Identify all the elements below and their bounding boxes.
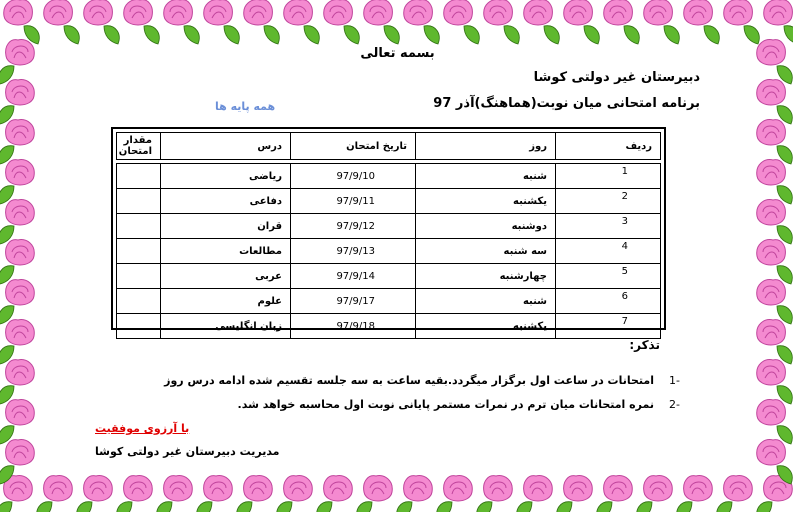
- subject-cell: مطالعات: [161, 239, 291, 264]
- exam-amount-cell: [117, 189, 161, 214]
- table-row: [117, 214, 661, 239]
- exam-amount-cell: [117, 214, 161, 239]
- exam-amount-cell: [117, 264, 161, 289]
- rose-icon: [724, 0, 759, 44]
- day-cell: یکشنبه: [416, 189, 556, 214]
- exam-date-cell: 97/9/14: [291, 264, 416, 289]
- exam-date-cell: 97/9/13: [291, 239, 416, 264]
- subject-cell: زبان انگلیسی: [161, 314, 291, 339]
- rose-icon: [757, 320, 792, 364]
- exam-date-cell: 97/9/12: [291, 214, 416, 239]
- exam-date-cell: 97/9/17: [291, 289, 416, 314]
- rose-icon: [684, 0, 719, 44]
- rose-icon: [404, 0, 439, 44]
- note-text: امتحانات در ساعت اول برگزار میگردد.بقیه ساعت به سه جلسه تقسیم شده ادامه درس روز: [164, 374, 654, 387]
- rose-icon: [757, 80, 792, 124]
- row-number-cell: 2: [556, 189, 661, 214]
- subject-cell: دفاعی: [161, 189, 291, 214]
- exam-date-cell: 97/9/11: [291, 189, 416, 214]
- rose-icon: [124, 0, 159, 44]
- rose-icon: [757, 160, 792, 204]
- rose-icon: [0, 40, 34, 84]
- column-header-subject: درس: [161, 133, 291, 160]
- row-number-cell: 5: [556, 264, 661, 289]
- rose-icon: [364, 0, 399, 44]
- rose-icon: [77, 476, 112, 512]
- table-row: [117, 314, 661, 339]
- rose-icon: [764, 0, 793, 44]
- rose-icon: [357, 476, 392, 512]
- rose-icon: [757, 400, 792, 444]
- notes-heading: تذکر:: [629, 338, 660, 352]
- rose-icon: [564, 0, 599, 44]
- rose-icon: [717, 476, 752, 512]
- table-row: [117, 189, 661, 214]
- rose-icon: [237, 476, 272, 512]
- school-name: دبیرستان غیر دولتی کوشا: [533, 70, 700, 85]
- subject-cell: قران: [161, 214, 291, 239]
- table-row: [117, 264, 661, 289]
- table-row: [117, 164, 661, 189]
- rose-icon: [597, 476, 632, 512]
- day-cell: سه شنبه: [416, 239, 556, 264]
- rose-icon: [477, 476, 512, 512]
- grade-label: همه پایه ها: [215, 100, 276, 113]
- rose-icon: [4, 0, 39, 44]
- rose-icon: [557, 476, 592, 512]
- row-number-cell: 7: [556, 314, 661, 339]
- exam-amount-cell: [117, 164, 161, 189]
- rose-icon: [284, 0, 319, 44]
- rose-icon: [604, 0, 639, 44]
- row-number-cell: 3: [556, 214, 661, 239]
- exam-table-frame: [111, 127, 666, 330]
- column-header-exam-amount: مقدار امتحان: [117, 133, 161, 160]
- note-number: -1: [669, 374, 680, 387]
- exam-amount-cell: [117, 289, 161, 314]
- invocation-heading: بسمه تعالی: [360, 46, 435, 61]
- rose-icon: [324, 0, 359, 44]
- rose-icon: [677, 476, 712, 512]
- document-page: [95, 40, 700, 480]
- rose-icon: [244, 0, 279, 44]
- note-item: [238, 398, 680, 411]
- column-header-row-number: ردیف: [556, 133, 661, 160]
- note-number: -2: [669, 398, 680, 411]
- rose-icon: [0, 80, 34, 124]
- rose-icon: [757, 40, 792, 84]
- subject-cell: ریاضی: [161, 164, 291, 189]
- rose-icon: [0, 240, 34, 284]
- rose-icon: [757, 120, 792, 164]
- exam-amount-cell: [117, 314, 161, 339]
- rose-icon: [0, 280, 34, 324]
- rose-icon: [37, 476, 72, 512]
- rose-icon: [524, 0, 559, 44]
- table-row: [117, 239, 661, 264]
- rose-icon: [117, 476, 152, 512]
- rose-icon: [0, 400, 34, 444]
- program-title: برنامه امتحانی میان نوبت(هماهنگ)آذر 97: [433, 96, 700, 111]
- day-cell: یکشنبه: [416, 314, 556, 339]
- day-cell: شنبه: [416, 289, 556, 314]
- rose-icon: [484, 0, 519, 44]
- rose-icon: [757, 360, 792, 404]
- table-body: [117, 160, 661, 339]
- row-number-cell: 1: [556, 164, 661, 189]
- rose-icon: [197, 476, 232, 512]
- note-item: [164, 374, 680, 387]
- rose-icon: [0, 200, 34, 244]
- rose-icon: [164, 0, 199, 44]
- rose-icon: [157, 476, 192, 512]
- rose-icon: [397, 476, 432, 512]
- rose-icon: [44, 0, 79, 44]
- rose-icon: [757, 240, 792, 284]
- day-cell: چهارشنبه: [416, 264, 556, 289]
- note-text: نمره امتحانات میان ترم در نمرات مستمر پایانی نوبت اول محاسبه خواهد شد.: [237, 398, 654, 411]
- rose-icon: [0, 120, 34, 164]
- rose-icon: [644, 0, 679, 44]
- rose-icon: [0, 360, 34, 404]
- rose-icon: [517, 476, 552, 512]
- exam-amount-cell: [117, 239, 161, 264]
- table-header-row: [117, 133, 661, 160]
- exam-date-cell: 97/9/18: [291, 314, 416, 339]
- row-number-cell: 4: [556, 239, 661, 264]
- column-header-exam-date: تاریخ امتحان: [291, 133, 416, 160]
- rose-icon: [0, 160, 34, 204]
- row-number-cell: 6: [556, 289, 661, 314]
- rose-icon: [317, 476, 352, 512]
- rose-icon: [444, 0, 479, 44]
- day-cell: شنبه: [416, 164, 556, 189]
- exam-date-cell: 97/9/10: [291, 164, 416, 189]
- rose-icon: [437, 476, 472, 512]
- rose-icon: [277, 476, 312, 512]
- table-row: [117, 289, 661, 314]
- signature-text: مدیریت دبیرستان غیر دولتی کوشا: [95, 445, 280, 458]
- exam-schedule-table: [116, 132, 661, 339]
- subject-cell: عربی: [161, 264, 291, 289]
- rose-icon: [204, 0, 239, 44]
- column-header-day: روز: [416, 133, 556, 160]
- rose-icon: [757, 200, 792, 244]
- subject-cell: علوم: [161, 289, 291, 314]
- rose-icon: [84, 0, 119, 44]
- rose-icon: [757, 280, 792, 324]
- day-cell: دوشنبه: [416, 214, 556, 239]
- rose-icon: [637, 476, 672, 512]
- rose-icon: [0, 320, 34, 364]
- wish-text: با آرزوی موفقیت: [95, 422, 190, 435]
